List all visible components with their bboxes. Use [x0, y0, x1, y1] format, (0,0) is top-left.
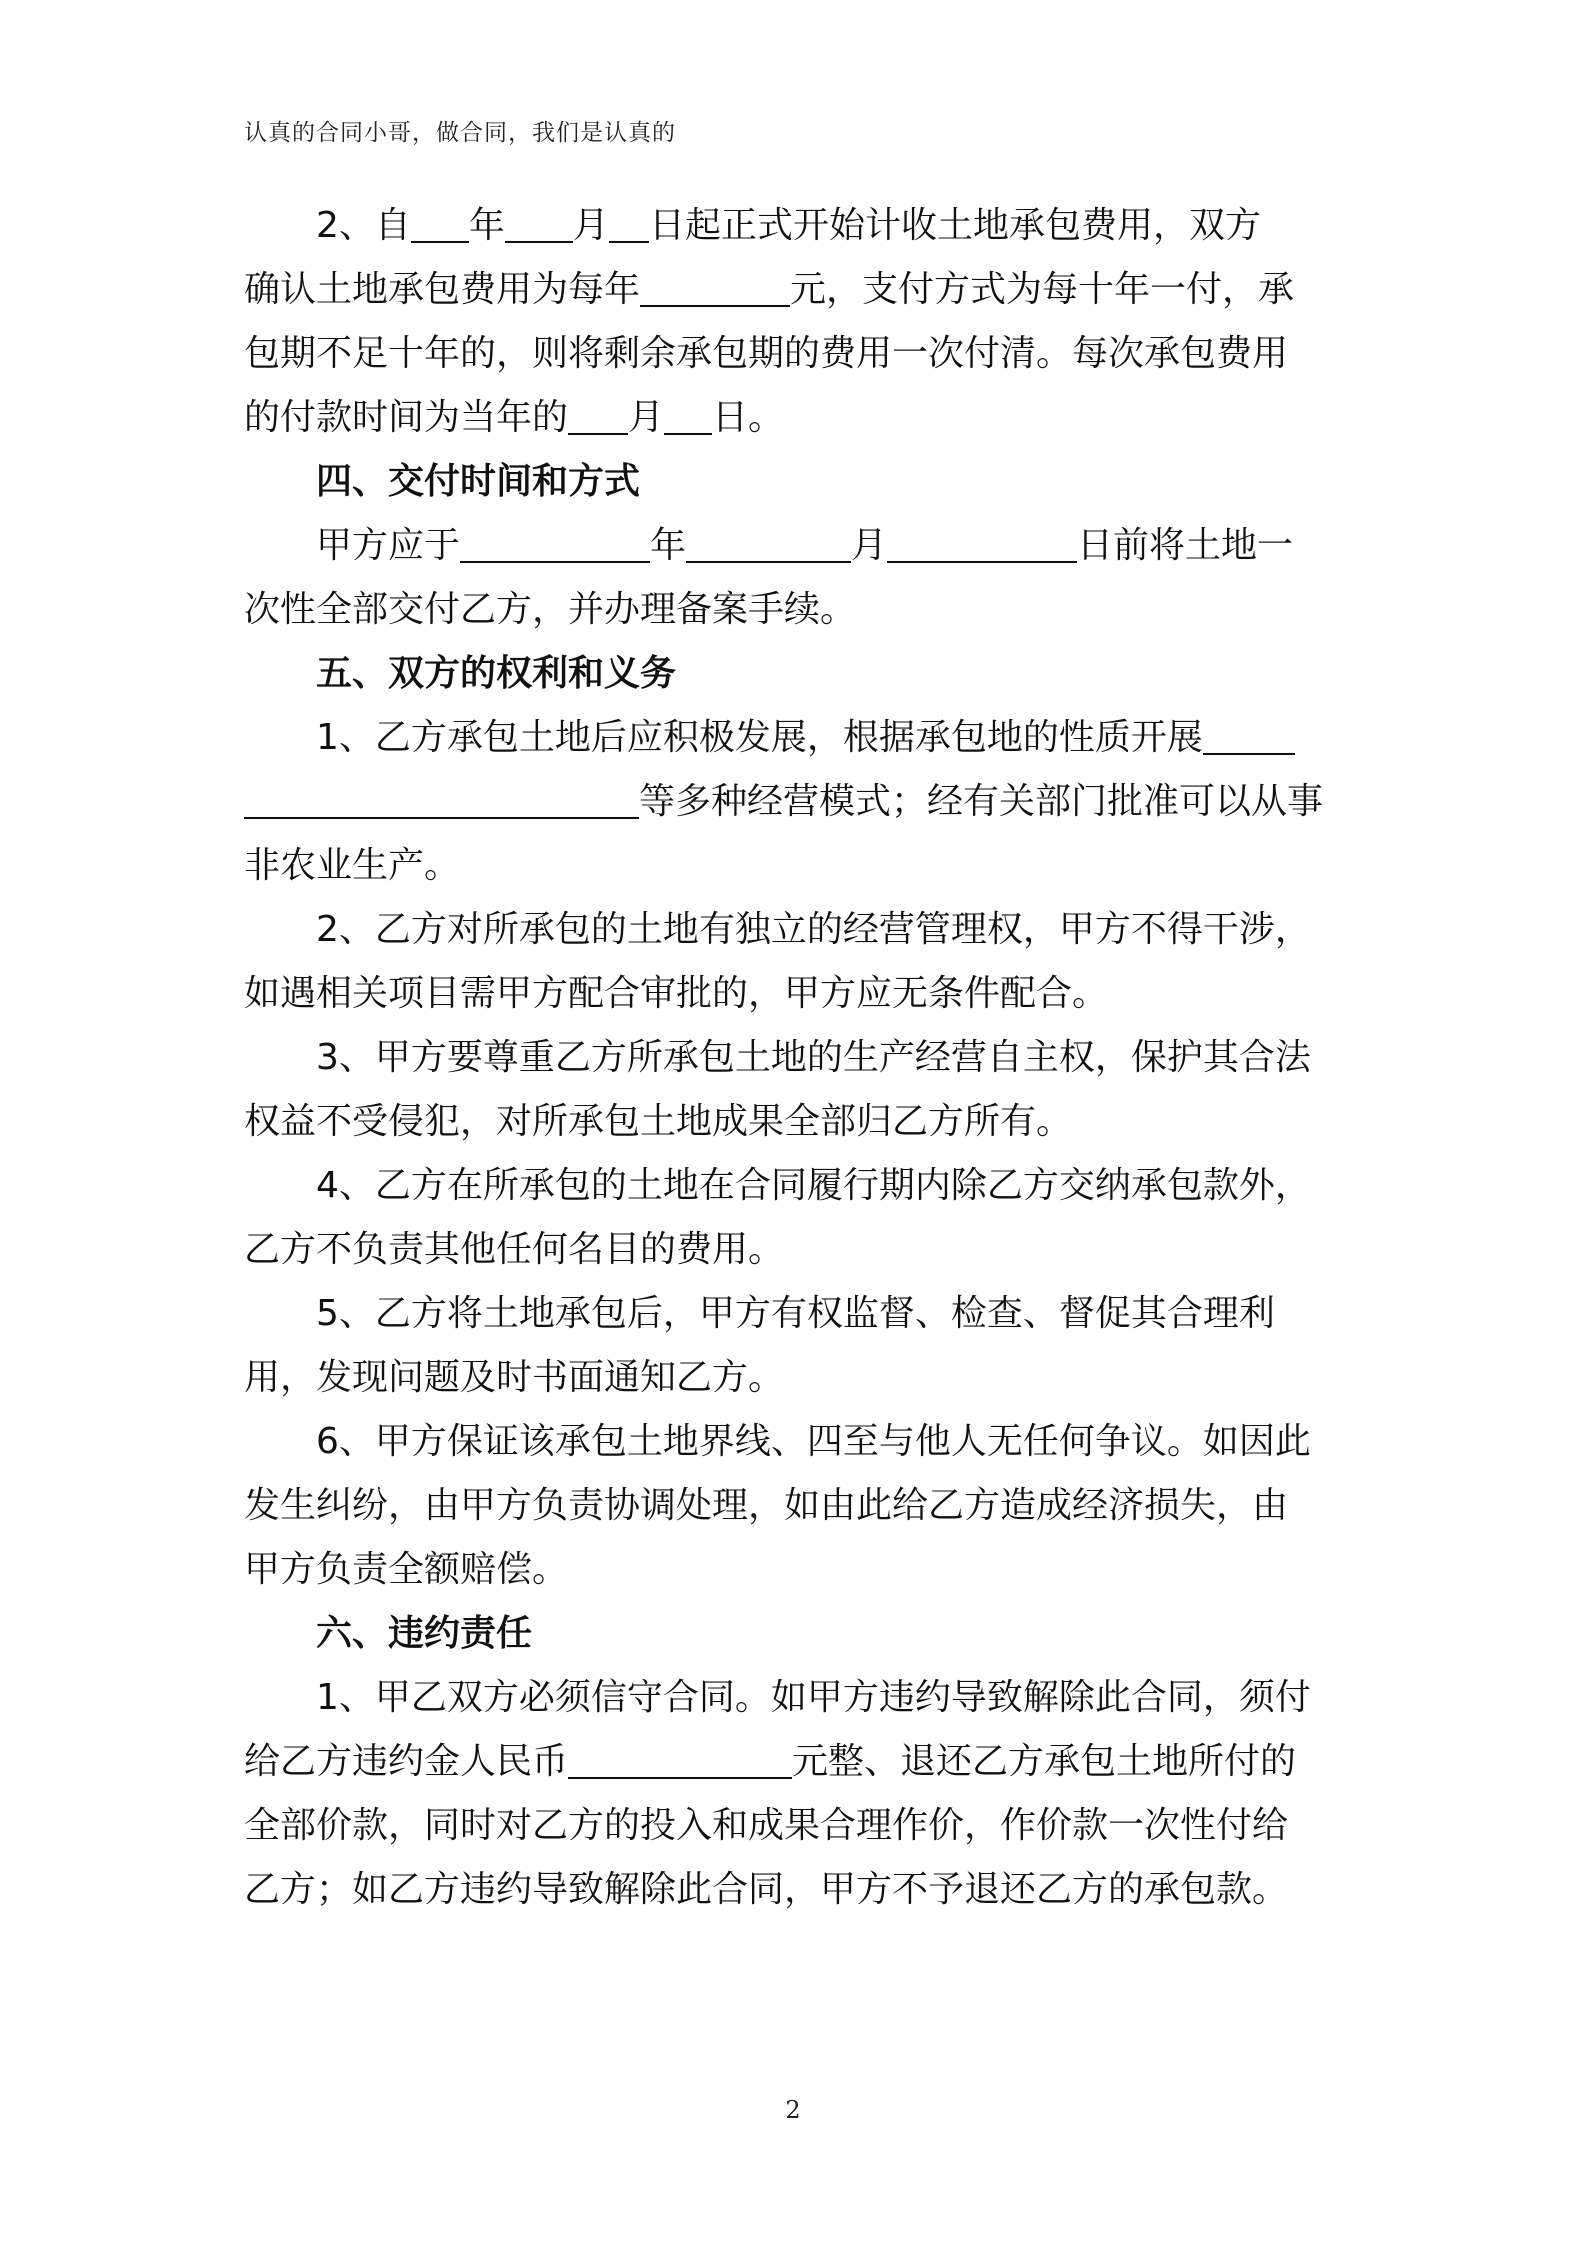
penalty-amount-blank	[568, 1733, 792, 1779]
fee-paragraph-line3: 包期不足十年的，则将剩余承包期的费用一次付清。每次承包费用	[244, 333, 1289, 374]
section-6-heading: 六、违约责任	[316, 1613, 533, 1654]
delivery-line2: 次性全部交付乙方，并办理备案手续。	[244, 589, 857, 630]
business-mode-blank-a	[1203, 709, 1295, 755]
rights-item-1-line3: 非农业生产。	[244, 845, 461, 886]
fee-paragraph	[244, 194, 1354, 258]
annual-fee-prefix: 确认土地承包费用为每年	[244, 269, 641, 310]
payment-day-blank	[664, 389, 712, 435]
annual-fee-blank	[640, 261, 790, 307]
delivery-month-label: 月	[851, 525, 888, 566]
start-day-blank	[609, 197, 649, 243]
rights-item-1-rest: 等多种经营模式；经有关部门批准可以从事	[639, 781, 1324, 822]
penalty-rest: 元整、退还乙方承包土地所付的	[792, 1741, 1297, 1782]
rights-item-6-line2: 发生纠纷，由甲方负责协调处理，如由此给乙方造成经济损失，由	[244, 1485, 1289, 1526]
rights-item-1-line2	[244, 770, 1354, 834]
payment-month-label: 月	[628, 397, 665, 438]
fee-paragraph-line4	[244, 386, 1354, 450]
start-day-rest: 日起正式开始计收土地承包费用，双方	[648, 205, 1261, 246]
page-header: 认真的合同小哥，做合同，我们是认真的	[244, 120, 676, 146]
delivery-paragraph	[244, 514, 1354, 578]
rights-item-3-line2: 权益不受侵犯，对所承包土地成果全部归乙方所有。	[244, 1101, 1073, 1142]
delivery-year-blank	[460, 517, 650, 563]
rights-item-2: 2、乙方对所承包的土地有独立的经营管理权，甲方不得干涉，	[316, 909, 1311, 950]
fee-paragraph-line2	[244, 258, 1354, 322]
rights-item-5: 5、乙方将土地承包后，甲方有权监督、检查、督促其合理利	[316, 1293, 1275, 1334]
delivery-day-blank	[887, 517, 1077, 563]
rights-item-2-line2: 如遇相关项目需甲方配合审批的，甲方应无条件配合。	[244, 973, 1109, 1014]
delivery-year-label: 年	[650, 525, 687, 566]
page-number: 2	[785, 2096, 801, 2124]
start-month-blank	[505, 197, 573, 243]
start-month-label: 月	[572, 205, 609, 246]
rights-item-6-line3: 甲方负责全额赔偿。	[244, 1549, 569, 1590]
rights-item-6: 6、甲方保证该承包土地界线、四至与他人无任何争议。如因此	[316, 1421, 1311, 1462]
breach-item-1-line3: 全部价款，同时对乙方的投入和成果合理作价，作价款一次性付给	[244, 1805, 1289, 1846]
breach-item-1: 1、甲乙双方必须信守合同。如甲方违约导致解除此合同，须付	[316, 1677, 1311, 1718]
payment-time-prefix: 的付款时间为当年的	[244, 397, 569, 438]
rights-item-1	[244, 706, 1354, 770]
rights-item-4-line2: 乙方不负责其他任何名目的费用。	[244, 1229, 785, 1270]
section-5-heading: 五、双方的权利和义务	[316, 653, 677, 694]
annual-fee-rest: 元，支付方式为每十年一付，承	[790, 269, 1295, 310]
payment-month-blank-a	[568, 389, 628, 435]
section-4-heading: 四、交付时间和方式	[316, 461, 641, 502]
rights-item-5-line2: 用，发现问题及时书面通知乙方。	[244, 1357, 785, 1398]
rights-item-1-text: 1、乙方承包土地后应积极发展，根据承包地的性质开展	[316, 717, 1203, 758]
business-mode-blank-b	[244, 773, 639, 819]
breach-item-1-line4: 乙方；如乙方违约导致解除此合同，甲方不予退还乙方的承包款。	[244, 1869, 1289, 1910]
delivery-prefix: 甲方应于	[316, 525, 461, 566]
rights-item-4: 4、乙方在所承包的土地在合同履行期内除乙方交纳承包款外，	[316, 1165, 1311, 1206]
start-year-label: 年	[468, 205, 505, 246]
penalty-prefix: 给乙方违约金人民币	[244, 1741, 569, 1782]
delivery-rest: 日前将土地一	[1077, 525, 1294, 566]
delivery-month-blank	[686, 517, 851, 563]
document-body	[244, 194, 1354, 1922]
breach-item-1-line2	[244, 1730, 1354, 1794]
start-year-blank	[411, 197, 469, 243]
rights-item-3: 3、甲方要尊重乙方所承包土地的生产经营自主权，保护其合法	[316, 1037, 1311, 1078]
fee-start-prefix: 2、自	[316, 205, 411, 246]
payment-day-label: 日。	[712, 397, 785, 438]
